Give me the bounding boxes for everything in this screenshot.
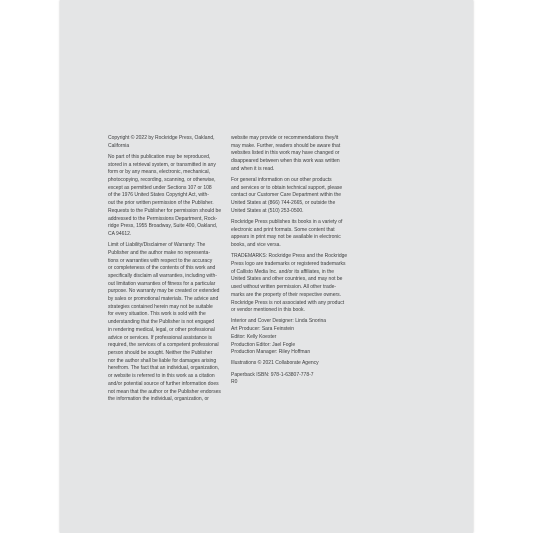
copyright-right-column — [231, 135, 351, 391]
trademarks-notice: TRADEMARKS: Rockridge Press and the Rockridge Press logo are trademarks or registered trademarks of Callisto Media Inc. and/or its affiliates, in the United States and other countries, and may not be used without written permission. All other trade- marks are the property of their respective owners. Rockridge Press is not associated with any product or vendor mentioned in this book. — [231, 253, 348, 314]
credits: Interior and Cover Designer: Linda Snorina Art Producer: Sara Feinstein Editor: Kelly Koester Production Editor: Jael Fogle Production Manager: Riley Hoffman — [231, 318, 327, 356]
formats-notice: Rockridge Press publishes its books in a variety of electronic and print formats. Some content that appears in print may not be available in electronic books, and vice versa. — [231, 219, 343, 249]
customer-care-info: For general information on our other products and services or to obtain technical support, please contact our Customer Care Department within the United States at (866) 744-2665, or outside the United States at (510) 253-0500. — [231, 177, 343, 214]
copyright-notice: Copyright © 2022 by Rockridge Press, Oakland, California — [108, 135, 215, 149]
illustrations-credit: Illustrations © 2021 Collaborate Agency — [231, 360, 319, 367]
isbn-line: Paperback ISBN: 978-1-63807-778-7 R0 — [231, 371, 314, 386]
book-page — [60, 0, 473, 533]
liability-disclaimer: Limit of Liability/Disclaimer of Warranty: The Publisher and the author make no representa- tions or warranties with respect to the accuracy or completeness of the contents of this work and specifically disclaim all warranties, including with- out limitation warranties of fitness for a particular purpose. No warranty may be created or extended by sales or promotional materials. The advice and strategies contained herein may not be suitable for every situation. This work is sold with the understanding that the Publisher is not engaged in rendering medical, legal, or other professional advice or services. If professional assistance is required, the services of a competent professional person should be sought. Neither the Publisher nor the author shall be liable for damages arising herefrom. The fact that an individual, organization, or website is referred to in this work as a citation and/or potential source of further information does not mean that the author or the Publisher endorses the information the individual, organization, or — [108, 242, 221, 403]
liability-disclaimer-continued: website may provide or recommendations they/it may make. Further, readers should be aware that websites listed in this work may have changed or disappeared between when this work was written and when it is read. — [231, 135, 341, 172]
reproduction-notice: No part of this publication may be reproduced, stored in a retrieval system, or transmitted in any form or by any means, electronic, mechanical, photocopying, recording, scanning, or otherwise, except as permitted under Sections 107 or 108 of the 1976 United States Copyright Act, with- out the prior written permission of the Publisher. Requests to the Publisher for permission should be addressed to the Permissions Department, Rock- ridge Press, 1955 Broadway, Suite 400, Oakland, CA 94612. — [108, 153, 222, 237]
copyright-left-column — [108, 135, 224, 407]
